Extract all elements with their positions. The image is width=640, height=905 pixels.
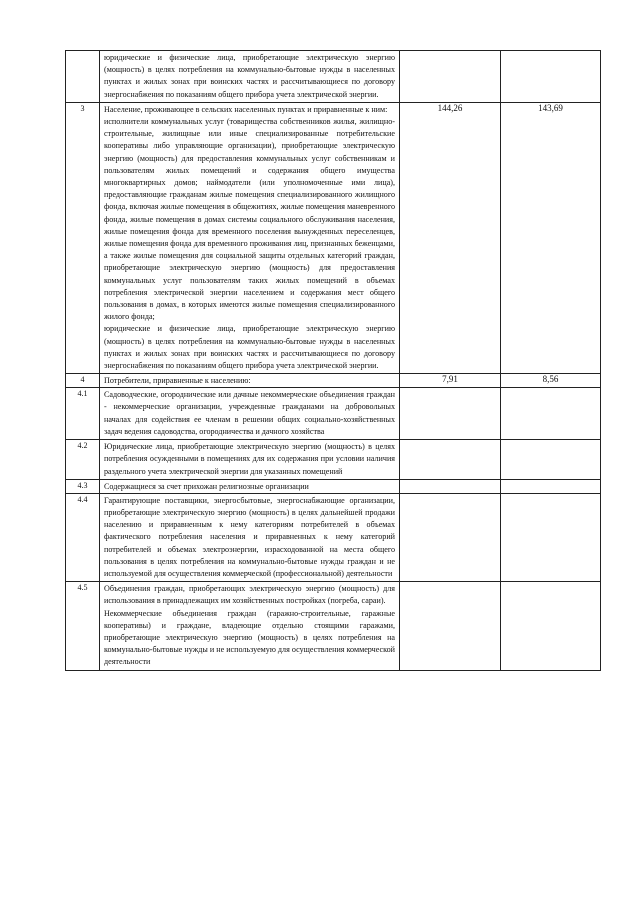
category-paragraph: Объединения граждан, приобретающих электрическую энергию (мощность) для использования в принадлежащих им хозяйственных постройках (погреба, сараи). (104, 584, 395, 606)
row-number-cell (66, 51, 100, 103)
category-paragraph: Содержащиеся за счет прихожан религиозные организации (104, 481, 309, 491)
table-row (66, 388, 601, 440)
category-paragraph: Гарантирующие поставщики, энергосбытовые, энергоснабжающие организации, приобретающие электрическую энергию (мощность) в целях дальнейшей продажи населению и приравненным к нему категориям потребителей в объемах фактического потребления населения и приравненных к нему категорий потребителей и объемах электроэнергии, израсходованной на места общего пользования в целях потребления на коммунально-бытовые нужды граждан и не используемой для осуществления коммерческой (профессиональной) деятельности (104, 495, 395, 578)
category-paragraph: юридические и физические лица, приобретающие электрическую энергию (мощность) в целях потребления на коммунально-бытовые нужды в населенных пунктах и жилых зонах при воинских частях и рассчитывающиеся по договору энергоснабжения по показаниям общего прибора учета электрической энергии. (104, 53, 395, 99)
consumer-category-cell (100, 479, 400, 493)
tariff-value-1-cell (400, 51, 501, 103)
row-number-cell: 4.2 (66, 440, 100, 480)
row-number-cell: 4 (66, 374, 100, 388)
row-number-cell: 4.1 (66, 388, 100, 440)
table-row (66, 582, 601, 670)
category-paragraph: Садоводческие, огороднические или дачные некоммерческие объединения граждан - некоммерческие организации, учрежденные гражданами на добровольных началах для содействия ее членам в решении общих социально-хозяйственных задач ведения садоводства, огородничества и дачного хозяйства (104, 390, 395, 436)
table-row (66, 493, 601, 581)
table-row (66, 51, 601, 103)
tariff-value-1-cell: 7,91 (400, 374, 501, 388)
table-row (66, 102, 601, 373)
tariff-value-2-cell (501, 440, 601, 480)
category-paragraph: Население, проживающее в сельских населенных пунктах и приравненные к ним: (104, 104, 388, 114)
tariff-value-1-cell (400, 479, 501, 493)
table-row (66, 374, 601, 388)
consumer-category-cell (100, 493, 400, 581)
tariff-value-1-cell (400, 582, 501, 670)
table-row (66, 479, 601, 493)
category-paragraph: юридические и физические лица, приобретающие электрическую энергию (мощность) в целях потребления на коммунально-бытовые нужды в населенных пунктах и жилых зонах при воинских частях и рассчитывающиеся по договору энергоснабжения по показаниям общего прибора учета электрической энергии. (104, 324, 395, 371)
tariff-value-2-cell (501, 493, 601, 581)
tariff-value-2-cell (501, 51, 601, 103)
tariff-value-2-cell (501, 388, 601, 440)
consumer-category-cell (100, 388, 400, 440)
tariff-value-1-cell (400, 388, 501, 440)
category-paragraph: исполнители коммунальных услуг (товарищества собственников жилья, жилищно-строительные, жилищные или иные специализированные потребительские кооперативы либо управляющие организации), приобретающие электрическую энергию (мощность) для предоставления коммунальных услуг собственникам и пользователям жилых помещений и содержания общего имущества многоквартирных домов; наймодатели (или уполномоченные ими лица), предоставляющие гражданам жилые помещения специализированного жилищного фонда, включая жилые помещения в общежитиях, жилые помещения маневренного фонда, жилые помещения в домах системы социального обслуживания населения, жилые помещения фонда для временного поселения вынужденных переселенцев, жилые помещения фонда для временного проживания лиц, признанных беженцами, а также жилые помещения для социальной защиты отдельных категорий граждан, приобретающие электрическую энергию (мощность) для предоставления коммунальных услуг пользователям таких жилых помещений в объемах потребления электрической энергии населением и содержания мест общего пользования в домах, в которых имеются жилые помещения специализированного жилого фонда; (104, 117, 395, 322)
row-number-cell: 4.5 (66, 582, 100, 670)
table-body (66, 51, 601, 671)
tariff-value-2-cell (501, 479, 601, 493)
tariff-value-2-cell: 8,56 (501, 374, 601, 388)
tariff-value-1-cell (400, 440, 501, 480)
consumer-category-cell (100, 582, 400, 670)
tariff-value-1-cell: 144,26 (400, 102, 501, 373)
consumer-category-cell (100, 440, 400, 480)
consumer-category-cell (100, 102, 400, 373)
row-number-cell: 3 (66, 102, 100, 373)
category-paragraph: Потребители, приравненные к населению: (104, 376, 251, 386)
category-paragraph: Некоммерческие объединения граждан (гаражно-строительные, гаражные кооперативы) и граждане, владеющие отдельно стоящими гаражами, приобретающие электрическую энергию (мощность) в целях потребления на коммунально-бытовые нужды и не используемую для осуществления коммерческой деятельности (104, 608, 395, 667)
tariff-value-1-cell (400, 493, 501, 581)
table-row (66, 440, 601, 480)
category-paragraph: Юридические лица, приобретающие электрическую энергию (мощность) в целях потребления осужденными в помещениях для их содержания при условии наличия раздельного учета электрической энергии для указанных помещений (104, 442, 395, 476)
tariff-value-2-cell: 143,69 (501, 102, 601, 373)
tariff-table (65, 50, 601, 671)
row-number-cell: 4.4 (66, 493, 100, 581)
row-number-cell: 4.3 (66, 479, 100, 493)
tariff-value-2-cell (501, 582, 601, 670)
consumer-category-cell (100, 51, 400, 103)
consumer-category-cell (100, 374, 400, 388)
